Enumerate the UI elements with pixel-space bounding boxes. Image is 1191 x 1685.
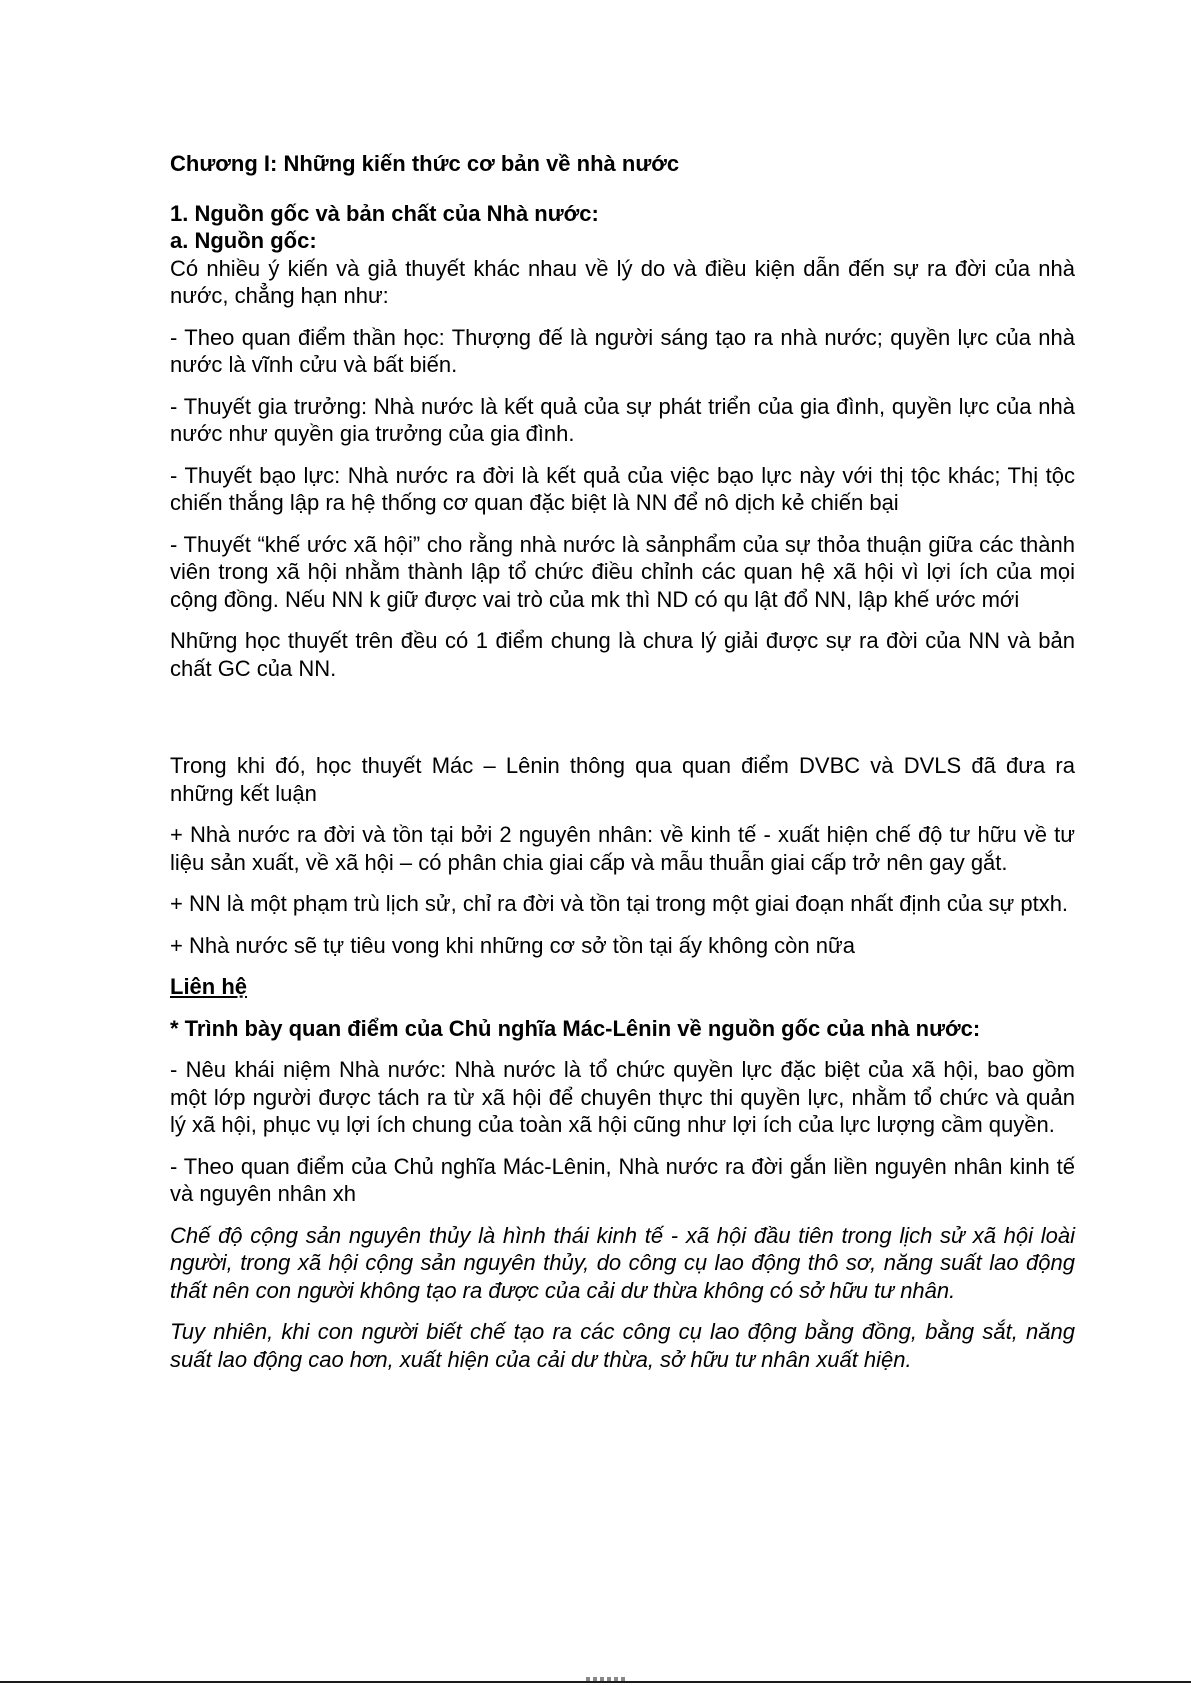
section-1-title: 1. Nguồn gốc và bản chất của Nhà nước:	[170, 200, 599, 226]
theories-conclusion: Những học thuyết trên đều có 1 điểm chung là chưa lý giải được sự ra đời của NN và bản chất GC của NN.	[170, 628, 1075, 681]
theory-violence: - Thuyết bạo lực: Nhà nước ra đời là kết quả của việc bạo lực này với thị tộc khác; Thị tộc chiến thắng lập ra hệ thống cơ quan đặc biệt là NN để nô dịch kẻ chiến bại	[170, 462, 1075, 515]
theory-patriarchal: - Thuyết gia trưởng: Nhà nước là kết quả của sự phát triển của gia đình, quyền lực của nhà nước như quyền gia trưởng của gia đình.	[170, 393, 1075, 446]
answer-point-1: - Nêu khái niệm Nhà nước: Nhà nước là tổ chức quyền lực đặc biệt của xã hội, bao gồm một lớp người được tách ra từ xã hội để chuyên thực thi quyền lực, nhằm tổ chức và quản lý xã hội, phục vụ lợi ích chung của toàn xã hội cũng như lợi ích của lực lượng cầm quyền.	[170, 1057, 1075, 1137]
theory-social-contract: - Thuyết “khế ước xã hội” cho rằng nhà nước là sảnphẩm của sự thỏa thuận giữa các thành viên trong xã hội nhằm thành lập tổ chức điều chỉnh các quan hệ xã hội vì lợi ích của mọi cộng đồng. Nếu NN k giữ được vai trò của mk thì ND có qu lật đổ NN, lập khế ước mới	[170, 531, 1075, 612]
theory-theological: - Theo quan điểm thần học: Thượng đế là người sáng tạo ra nhà nước; quyền lực của nhà nước là vĩnh cửu và bất biến.	[170, 324, 1075, 377]
page-bottom-border	[0, 1681, 1191, 1683]
italic-paragraph-2: Tuy nhiên, khi con người biết chế tạo ra các công cụ lao động bằng đồng, bằng sắt, năng suất lao động cao hơn, xuất hiện của cải dư thừa, sở hữu tư nhân xuất hiện.	[170, 1319, 1075, 1372]
subsection-a-title: a. Nguồn gốc:	[170, 228, 317, 253]
marxist-intro: Trong khi đó, học thuyết Mác – Lênin thông qua quan điểm DVBC và DVLS đã đưa ra những kết luận	[170, 753, 1075, 806]
document-page	[170, 150, 1075, 1387]
lien-he-heading: Liên hệ	[170, 974, 248, 999]
answer-point-2: - Theo quan điểm của Chủ nghĩa Mác-Lênin, Nhà nước ra đời gắn liền nguyên nhân kinh tế và nguyên nhân xh	[170, 1153, 1075, 1206]
marxist-point-3: + Nhà nước sẽ tự tiêu vong khi những cơ sở tồn tại ấy không còn nữa	[170, 932, 855, 958]
marxist-point-2: + NN là một phạm trù lịch sử, chỉ ra đời và tồn tại trong một giai đoạn nhất định của sự ptxh.	[170, 891, 1069, 916]
marxist-point-1: + Nhà nước ra đời và tồn tại bởi 2 nguyên nhân: về kinh tế - xuất hiện chế độ tư hữu về tư liệu sản xuất, về xã hội – có phân chia giai cấp và mẫu thuẫn giai cấp trở nên gay gắt.	[170, 822, 1075, 875]
intro-paragraph: Có nhiều ý kiến và giả thuyết khác nhau về lý do và điều kiện dẫn đến sự ra đời của nhà nước, chẳng hạn như:	[170, 255, 1075, 308]
question-heading: * Trình bày quan điểm của Chủ nghĩa Mác-Lênin về nguồn gốc của nhà nước:	[170, 1015, 981, 1041]
italic-paragraph-1: Chế độ cộng sản nguyên thủy là hình thái kinh tế - xã hội đầu tiên trong lịch sử xã hội loài người, trong xã hội cộng sản nguyên thủy, do công cụ lao động thô sơ, năng suất lao động thất nên con người không tạo ra được của cải dư thừa không có sở hữu tư nhân.	[170, 1222, 1075, 1303]
chapter-title: Chương I: Những kiến thức cơ bản về nhà nước	[170, 151, 680, 176]
